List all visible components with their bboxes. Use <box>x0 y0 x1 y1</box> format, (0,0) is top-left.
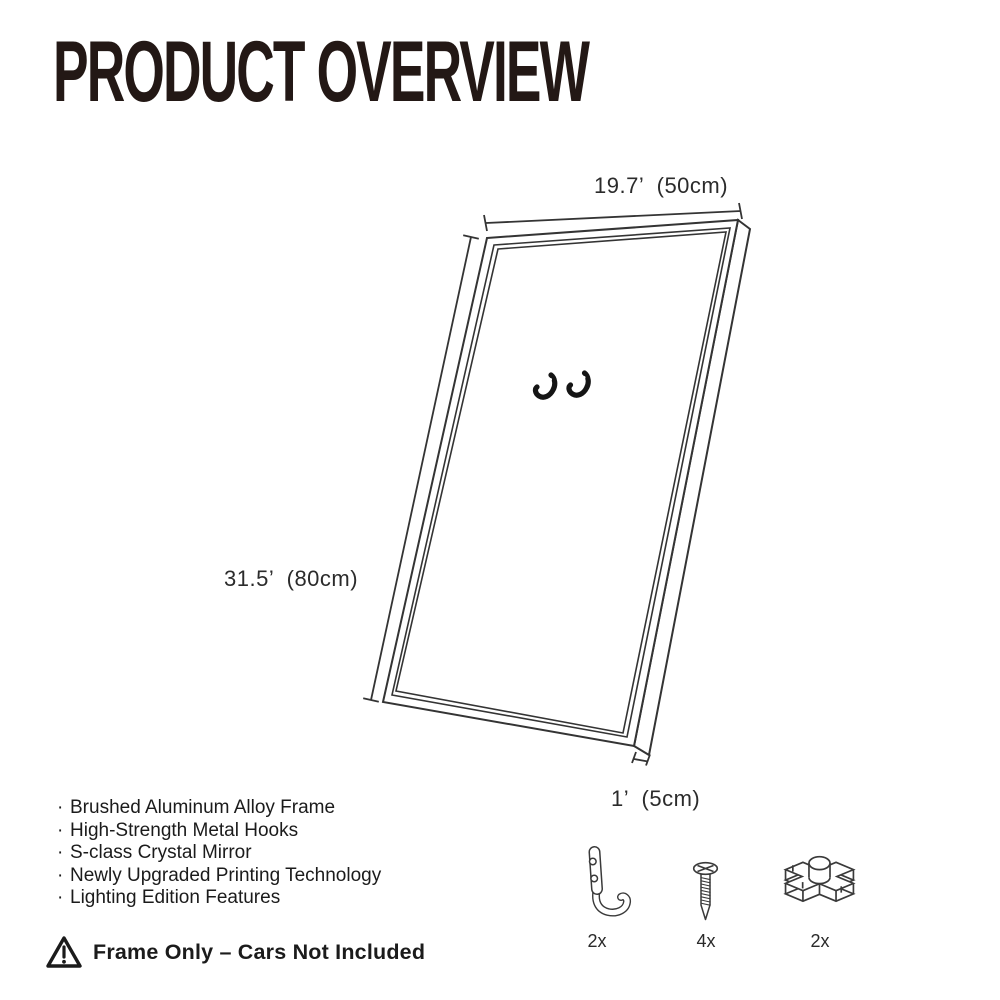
wall-hook-icon <box>580 844 636 922</box>
page-title: PRODUCT OVERVIEW <box>53 24 589 120</box>
feature-list <box>57 797 381 910</box>
feature-text: High-Strength Metal Hooks <box>70 819 299 841</box>
screw-count-label: 4x <box>696 931 716 951</box>
bullet-dot: · <box>57 864 64 886</box>
hook-count-label: 2x <box>587 931 607 951</box>
warning-triangle-icon <box>45 935 83 971</box>
feature-item <box>57 865 381 888</box>
feature-text: Newly Upgraded Printing Technology <box>70 864 382 886</box>
feature-text: S-class Crystal Mirror <box>70 842 252 863</box>
frame-outline <box>383 220 750 755</box>
mounting-bracket-icon <box>769 840 884 927</box>
bracket-count-label: 2x <box>810 931 830 951</box>
bullet-dot: · <box>57 797 64 818</box>
bullet-dot: · <box>57 819 64 841</box>
bullet-dot: · <box>57 887 64 908</box>
screw-icon <box>690 855 722 923</box>
width-dimension-label: 19.7’ (50cm) <box>594 173 729 198</box>
feature-text: Brushed Aluminum Alloy Frame <box>70 797 336 818</box>
depth-dimension-label: 1’ (5cm) <box>611 786 701 811</box>
height-dimension-label: 31.5’ (80cm) <box>224 566 359 591</box>
feature-item <box>57 842 381 865</box>
feature-text: Lighting Edition Features <box>70 887 281 908</box>
bullet-dot: · <box>57 842 64 863</box>
feature-item <box>57 797 381 820</box>
feature-item <box>57 887 381 910</box>
feature-item <box>57 820 381 843</box>
warning-text: Frame Only – Cars Not Included <box>93 940 426 964</box>
